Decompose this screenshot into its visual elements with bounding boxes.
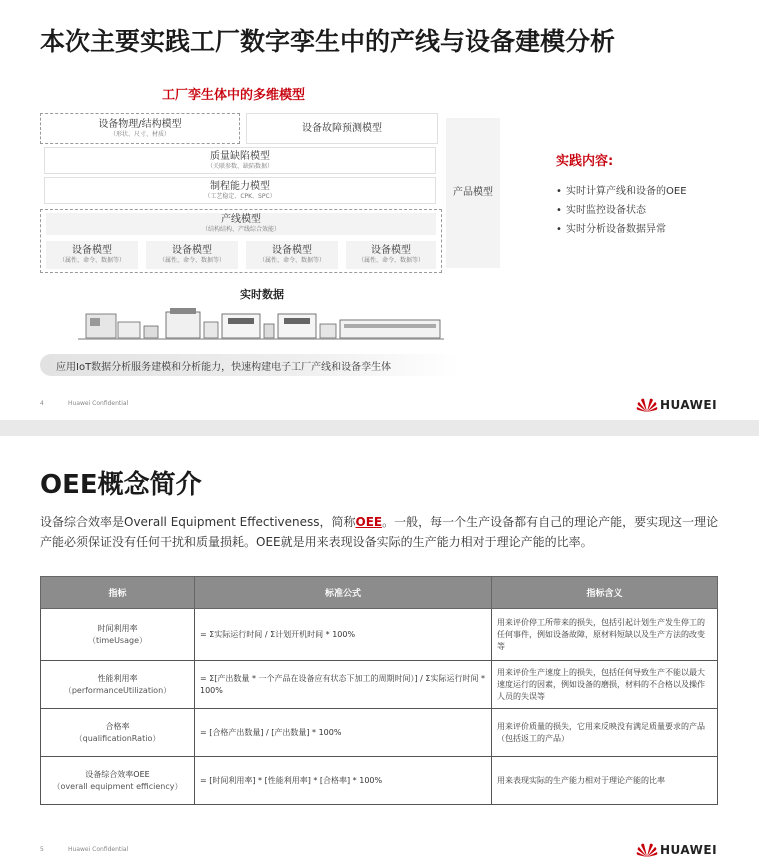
huawei-logo-text: HUAWEI <box>660 843 718 857</box>
table-row <box>41 609 718 661</box>
metric-en: （overall equipment efficiency） <box>52 781 183 791</box>
physical-model-box <box>40 113 240 144</box>
metric-en: （qualificationRatio） <box>74 733 161 743</box>
device-model-box <box>346 241 436 269</box>
column-header: 指标 <box>41 577 195 609</box>
device-model-sub: （属性、命令、数据等） <box>58 257 125 264</box>
metric-name: 时间利用率 <box>97 623 138 633</box>
fault-model-label: 设备故障预测模型 <box>302 122 382 134</box>
product-model-label: 产品模型 <box>453 187 493 198</box>
practice-item-text: 实时监控设备状态 <box>566 205 646 216</box>
product-model-box <box>446 118 500 268</box>
practice-list <box>556 182 687 239</box>
device-model-label: 设备模型 <box>172 245 212 256</box>
metric-cell <box>41 709 195 757</box>
slide-title: 本次主要实践工厂数字孪生中的产线与设备建模分析 <box>40 27 616 56</box>
device-model-box <box>46 241 138 269</box>
table-row <box>41 757 718 805</box>
practice-item: • 实时计算产线和设备的OEE <box>556 186 687 197</box>
device-model-sub: （属性、命令、数据等） <box>357 257 424 264</box>
fault-model-box <box>246 113 438 144</box>
para-oee-term: OEE <box>355 515 383 529</box>
metric-en: （timeUsage） <box>88 635 147 645</box>
line-model-label: 产线模型 <box>221 214 261 225</box>
oee-intro-paragraph <box>40 512 720 552</box>
confidential-label: Huawei Confidential <box>68 846 129 853</box>
metric-cell <box>41 609 195 661</box>
slide-5 <box>0 436 759 866</box>
formula-cell: = Σ实际运行时间 / Σ计划开机时间 * 100% <box>195 609 492 661</box>
line-model-sub: （结构结构、产线综合效能） <box>201 226 280 233</box>
metric-en: （performanceUtilization） <box>63 685 172 695</box>
page-number: 4 <box>40 400 44 407</box>
practice-item-text: 实时分析设备数据异常 <box>566 224 666 235</box>
metric-name: 合格率 <box>105 721 130 731</box>
column-header: 指标含义 <box>492 577 718 609</box>
formula-cell: = [合格产出数量] / [产出数量] * 100% <box>195 709 492 757</box>
capability-model-sub: （工艺稳定、CPK、SPC） <box>204 192 276 200</box>
metric-cell <box>41 757 195 805</box>
metric-name: 性能利用率 <box>97 673 138 683</box>
slide-title: OEE概念简介 <box>40 470 202 500</box>
oee-table <box>40 576 718 805</box>
huawei-logo-icon <box>636 397 658 413</box>
diagram-title: 工厂孪生体中的多维模型 <box>162 88 306 103</box>
metric-name: 设备综合效率OEE <box>85 769 150 779</box>
page-number: 5 <box>40 846 44 853</box>
practice-item: • 实时监控设备状态 <box>556 205 646 216</box>
column-header: 标准公式 <box>195 577 492 609</box>
device-model-box <box>146 241 238 269</box>
meaning-cell: 用来评价质量的损失，它用来反映没有满足质量要求的产品（包括返工的产品） <box>492 709 718 757</box>
capability-model-box <box>44 177 436 204</box>
practice-item: • 实时分析设备数据异常 <box>556 224 666 235</box>
realtime-data-label: 实时数据 <box>240 288 284 301</box>
physical-model-label: 设备物理/结构模型 <box>98 118 182 130</box>
confidential-label: Huawei Confidential <box>68 400 129 407</box>
practice-title: 实践内容: <box>556 154 614 169</box>
practice-item-text: 实时计算产线和设备的OEE <box>566 186 687 197</box>
meaning-cell: 用来表现实际的生产能力相对于理论产能的比率 <box>492 757 718 805</box>
physical-model-sub: （形状、尺寸、材质） <box>109 130 170 138</box>
huawei-logo-icon <box>636 842 658 858</box>
quality-model-label: 质量缺陷模型 <box>210 150 270 162</box>
formula-cell: = Σ[产出数量 * 一个产品在设备应有状态下加工的周期时间）] / Σ实际运行时间 * 100% <box>195 661 492 709</box>
quality-model-box <box>44 147 436 174</box>
device-model-sub: （属性、命令、数据等） <box>158 257 225 264</box>
line-model-box <box>46 213 436 235</box>
huawei-logo-text: HUAWEI <box>660 398 718 412</box>
device-model-label: 设备模型 <box>371 245 411 256</box>
device-model-label: 设备模型 <box>272 245 312 256</box>
table-header-row <box>41 577 718 609</box>
device-model-sub: （属性、命令、数据等） <box>258 257 325 264</box>
para-text-before: 设备综合效率是Overall Equipment Effectiveness，简称 <box>40 515 356 529</box>
summary-text: 应用IoT数据分析服务建模和分析能力，快速构建电子工厂产线和设备孪生体 <box>56 362 392 373</box>
meaning-cell: 用来评价停工所带来的损失，包括引起计划生产发生停工的任何事件，例如设备故障，原材料短缺以及生产方法的改变等 <box>492 609 718 661</box>
formula-cell: = [时间利用率] * [性能利用率] * [合格率] * 100% <box>195 757 492 805</box>
slide-4 <box>0 0 759 420</box>
metric-cell <box>41 661 195 709</box>
table-row <box>41 709 718 757</box>
production-line-illustration <box>78 300 444 346</box>
quality-model-sub: （关联参数、缺陷数据） <box>206 162 273 170</box>
device-model-box <box>246 241 338 269</box>
device-model-label: 设备模型 <box>72 245 112 256</box>
meaning-cell: 用来评价生产速度上的损失，包括任何导致生产不能以最大速度运行的因素，例如设备的磨损，材料的不合格以及操作人员的失误等 <box>492 661 718 709</box>
slide-separator <box>0 420 759 436</box>
para-text-after: 。一般，每一个生产设备都有自己的理论产能，要实现这一理论产能必须保证没有任何干扰和质量损耗。OEE就是用来表现设备实际的生产能力相对于理论产能的比率。 <box>40 515 719 549</box>
summary-bar <box>40 354 460 376</box>
table-row <box>41 661 718 709</box>
capability-model-label: 制程能力模型 <box>210 180 270 192</box>
